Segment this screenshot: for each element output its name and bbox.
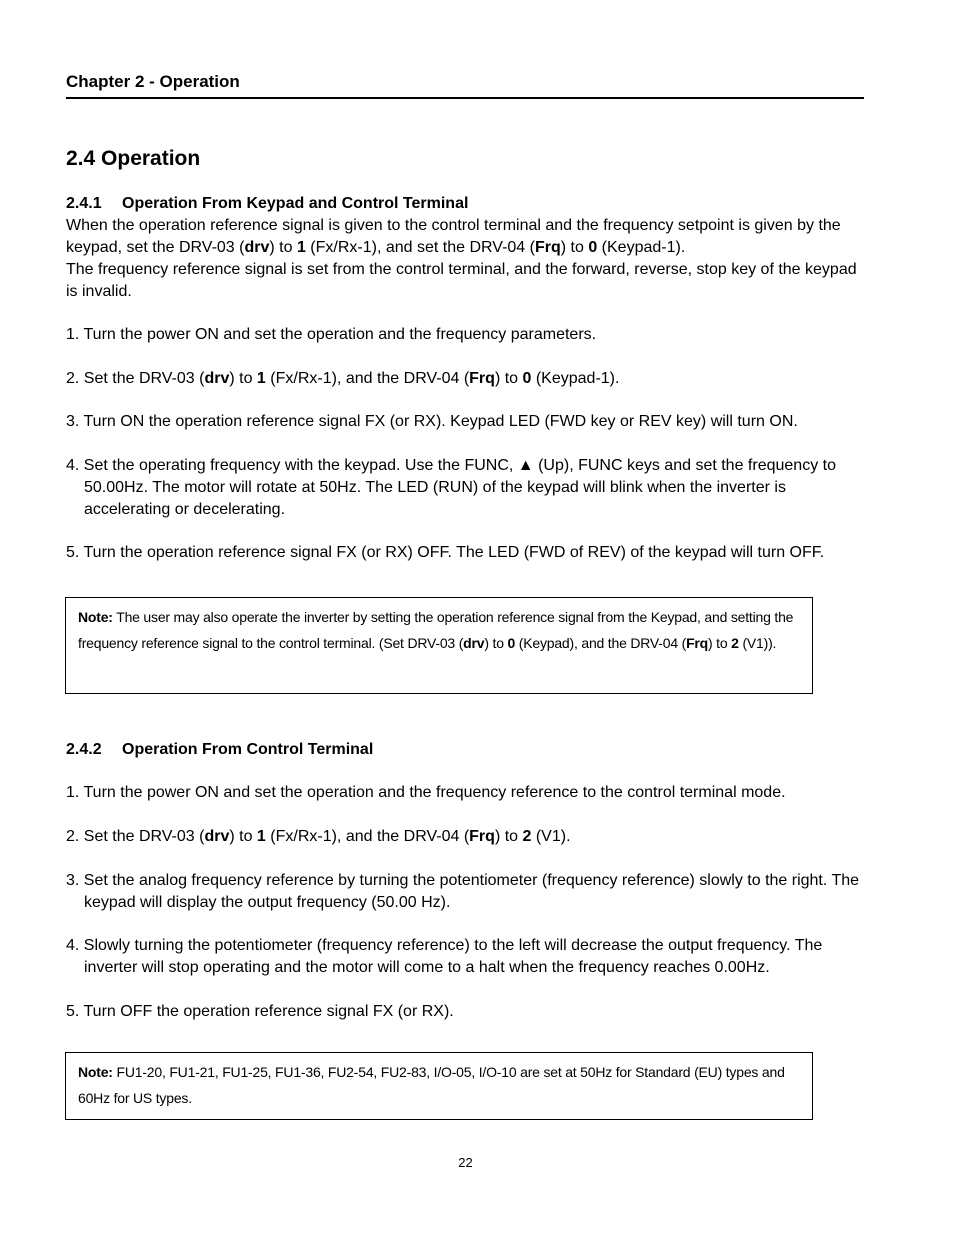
param-frq: Frq	[686, 635, 709, 651]
subsection-heading-2-4-1	[66, 194, 468, 214]
step-2	[66, 368, 866, 390]
value-2: 2	[522, 828, 532, 845]
text-run: ) to	[269, 239, 297, 256]
text-run: (Keypad-1).	[531, 370, 620, 387]
subsection-number: 2.4.2	[66, 741, 102, 758]
param-drv: drv	[204, 370, 230, 387]
value-1: 1	[256, 370, 266, 387]
text-run: (Keypad), and the DRV-04 (	[515, 635, 687, 651]
chapter-header	[66, 71, 864, 99]
paragraph-intro	[66, 215, 866, 259]
text-run: When the operation reference signal is given to the control terminal and the frequency setpoint is given by the keypad, set the DRV-03 (	[66, 217, 841, 256]
chapter-title: Chapter 2 - Operation	[66, 72, 240, 91]
text-run: ) to	[229, 370, 257, 387]
text-run: ) to	[494, 370, 523, 387]
text-run: ) to	[560, 239, 589, 256]
param-drv: drv	[244, 239, 270, 256]
step-4: 4. Set the operating frequency with the keypad. Use the FUNC, ▲ (Up), FUNC keys and set the frequency to 50.00Hz. The motor will rotate at 50Hz. The LED (RUN) of the keypad will blink when the inverter is accelerating or decelerating.	[66, 457, 836, 518]
step-3: 3. Set the analog frequency reference by turning the potentiometer (frequency reference) slowly to the right. The keypad will display the output frequency (50.00 Hz).	[66, 872, 860, 911]
note-label: Note:	[78, 609, 113, 625]
text-run: 2. Set the DRV-03 (	[66, 828, 205, 845]
note-box-keypad	[65, 597, 813, 694]
text-run: (Fx/Rx-1), and the DRV-04 (	[265, 828, 470, 845]
text-run: ) to	[484, 635, 508, 651]
param-drv: drv	[463, 635, 485, 651]
subsection-title: Operation From Control Terminal	[122, 741, 374, 758]
step-3: 3. Turn ON the operation reference signal FX (or RX). Keypad LED (FWD key or REV key) will turn ON.	[66, 413, 798, 430]
param-drv: drv	[204, 828, 230, 845]
value-2: 2	[731, 635, 739, 651]
note-label: Note:	[78, 1064, 113, 1080]
paragraph-keypad-invalid: The frequency reference signal is set from the control terminal, and the forward, reverse, stop key of the keypad is invalid.	[66, 261, 857, 300]
text-run: (V1)).	[738, 635, 777, 651]
value-0: 0	[588, 239, 598, 256]
step-1: 1. Turn the power ON and set the operation and the frequency reference to the control terminal mode.	[66, 784, 786, 801]
value-1: 1	[296, 239, 306, 256]
param-frq: Frq	[469, 370, 495, 387]
subsection-heading-2-4-2	[66, 740, 373, 760]
subsection-number: 2.4.1	[66, 195, 102, 212]
text-run: (Keypad-1).	[597, 239, 686, 256]
text-run: ) to	[708, 635, 732, 651]
page-number: 22	[458, 1155, 473, 1170]
note-text: FU1-20, FU1-21, FU1-25, FU1-36, FU2-54, FU2-83, I/O-05, I/O-10 are set at 50Hz for Standard (EU) types and 60Hz for US types.	[78, 1064, 785, 1106]
value-0: 0	[522, 370, 532, 387]
text-run: ) to	[494, 828, 523, 845]
param-frq: Frq	[534, 239, 561, 256]
step-5: 5. Turn the operation reference signal FX (or RX) OFF. The LED (FWD of REV) of the keypad will turn OFF.	[66, 544, 825, 561]
step-2	[66, 826, 866, 848]
step-4: 4. Slowly turning the potentiometer (frequency reference) to the left will decrease the output frequency. The inverter will stop operating and the motor will come to a halt when the frequency reaches 0.00Hz.	[66, 937, 823, 976]
text-run: ) to	[229, 828, 257, 845]
text-run: (Fx/Rx-1), and set the DRV-04 (	[305, 239, 535, 256]
text-run: The user may also operate the inverter by setting the operation reference signal from the Keypad, and setting the frequency reference signal to the control terminal. (Set DRV-03 (	[78, 609, 794, 651]
section-title: 2.4 Operation	[66, 147, 201, 170]
step-5: 5. Turn OFF the operation reference signal FX (or RX).	[66, 1003, 454, 1020]
value-1: 1	[256, 828, 266, 845]
step-1: 1. Turn the power ON and set the operation and the frequency parameters.	[66, 326, 597, 343]
note-box-frequency	[65, 1052, 813, 1120]
text-run: 2. Set the DRV-03 (	[66, 370, 205, 387]
subsection-title: Operation From Keypad and Control Terminal	[122, 195, 469, 212]
text-run: (Fx/Rx-1), and the DRV-04 (	[265, 370, 470, 387]
value-0: 0	[507, 635, 516, 651]
text-run: (V1).	[531, 828, 571, 845]
param-frq: Frq	[469, 828, 495, 845]
